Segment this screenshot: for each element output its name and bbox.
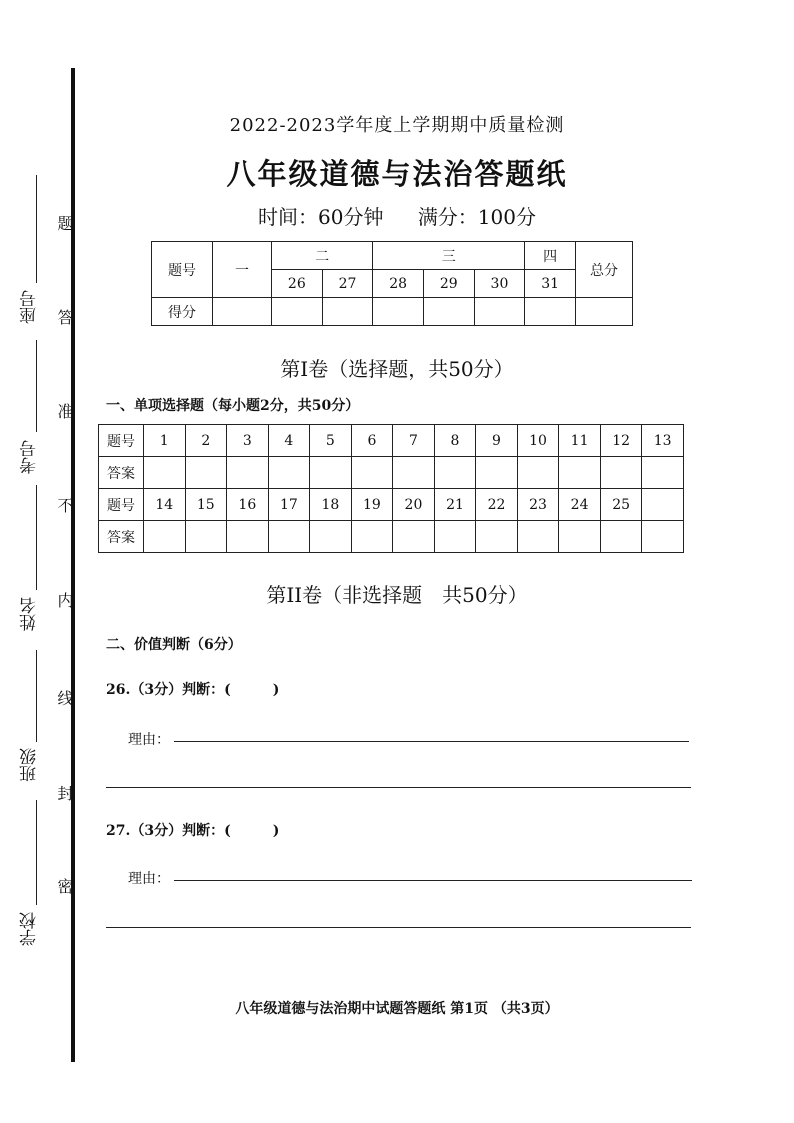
mc-answer-cell[interactable] — [393, 457, 435, 489]
score-table — [151, 241, 633, 326]
seal-char: 线 — [55, 690, 74, 706]
question-27-reason-line[interactable] — [174, 880, 692, 881]
mc-answer-cell[interactable] — [268, 521, 310, 553]
exam-full-score: 满分：100分 — [417, 205, 536, 229]
mc-question-number: 8 — [434, 425, 476, 457]
mc-answer-cell[interactable] — [517, 521, 559, 553]
section-four-header: 四 — [525, 242, 576, 270]
mc-question-number: 9 — [476, 425, 518, 457]
mc-question-number: 7 — [393, 425, 435, 457]
score-cell[interactable] — [272, 298, 323, 326]
mc-answer-cell[interactable] — [227, 521, 269, 553]
exam-period-title: 2022-2023学年度上学期期中质量检测 — [229, 115, 565, 136]
mc-question-number: 20 — [393, 489, 435, 521]
mc-answer-cell[interactable] — [434, 521, 476, 553]
mc-answer-cell[interactable] — [393, 521, 435, 553]
exam-time: 时间：60分钟 — [258, 205, 384, 229]
mc-question-number — [642, 489, 684, 521]
mc-question-number: 14 — [144, 489, 186, 521]
score-row-label: 题号 — [152, 242, 213, 298]
question-number: 28 — [373, 270, 424, 298]
question-27-reason-line[interactable] — [106, 927, 691, 928]
mc-answer-cell[interactable] — [559, 521, 601, 553]
mc-question-number: 6 — [351, 425, 393, 457]
score-cell[interactable] — [474, 298, 525, 326]
mc-answer-cell[interactable] — [144, 521, 186, 553]
mc-question-number: 1 — [144, 425, 186, 457]
score-cell[interactable] — [373, 298, 424, 326]
mc-question-number: 21 — [434, 489, 476, 521]
field-class-label: 班级 — [20, 748, 40, 782]
mc-question-number: 3 — [227, 425, 269, 457]
field-class-blank[interactable] — [36, 650, 37, 742]
mc-question-number: 18 — [310, 489, 352, 521]
mc-answer-cell[interactable] — [434, 457, 476, 489]
section-two-header: 二 — [272, 242, 373, 270]
total-header: 总分 — [576, 242, 633, 298]
mc-question-number: 17 — [268, 489, 310, 521]
seal-char: 答 — [55, 309, 74, 325]
part2-subtitle: 二、价值判断（6分） — [106, 637, 242, 653]
question-26-reason-line[interactable] — [174, 741, 689, 742]
mc-question-number: 16 — [227, 489, 269, 521]
mc-answer-cell[interactable] — [476, 521, 518, 553]
mc-question-number: 23 — [517, 489, 559, 521]
mc-row-label: 题号 — [99, 425, 144, 457]
mc-answer-cell[interactable] — [227, 457, 269, 489]
mc-question-number: 5 — [310, 425, 352, 457]
mc-answer-cell[interactable] — [310, 457, 352, 489]
mc-question-number: 11 — [559, 425, 601, 457]
question-number: 31 — [525, 270, 576, 298]
field-name-label: 姓名 — [20, 597, 40, 631]
mc-answer-cell[interactable] — [268, 457, 310, 489]
mc-answer-cell[interactable] — [476, 457, 518, 489]
mc-row-label: 题号 — [99, 489, 144, 521]
mc-answer-cell[interactable] — [144, 457, 186, 489]
seal-char: 不 — [55, 497, 74, 513]
question-26-reason-line[interactable] — [106, 787, 691, 788]
mc-question-number: 4 — [268, 425, 310, 457]
seal-char: 题 — [55, 215, 74, 231]
field-name-blank[interactable] — [36, 485, 37, 590]
mc-answer-cell[interactable] — [351, 457, 393, 489]
field-seat-number-label: 座号 — [20, 290, 40, 324]
mc-question-number: 22 — [476, 489, 518, 521]
question-number: 29 — [423, 270, 474, 298]
mc-question-number: 24 — [559, 489, 601, 521]
section-one-header: 一 — [213, 242, 272, 298]
score-cell[interactable] — [525, 298, 576, 326]
field-school-blank[interactable] — [36, 800, 37, 905]
score-cell[interactable] — [322, 298, 373, 326]
field-exam-number-label: 考号 — [20, 440, 40, 474]
mc-question-number: 13 — [642, 425, 684, 457]
page-footer: 八年级道德与法治期中试题答题纸 第1页 （共3页） — [235, 1001, 559, 1017]
part2-title: 第II卷（非选择题 共50分） — [266, 583, 528, 607]
mc-answer-label: 答案 — [99, 457, 144, 489]
multiple-choice-table — [98, 424, 684, 553]
part1-title: 第I卷（选择题，共50分） — [280, 357, 514, 381]
seal-char: 准 — [55, 403, 74, 419]
score-cell[interactable] — [423, 298, 474, 326]
mc-question-number: 19 — [351, 489, 393, 521]
mc-question-number: 2 — [185, 425, 227, 457]
seal-char: 封 — [55, 785, 74, 801]
question-27-prompt: 27.（3分）判断：( ) — [106, 823, 280, 839]
mc-question-number: 12 — [600, 425, 642, 457]
mc-question-number: 10 — [517, 425, 559, 457]
score-cell[interactable] — [213, 298, 272, 326]
mc-answer-cell[interactable] — [559, 457, 601, 489]
mc-answer-cell[interactable] — [185, 457, 227, 489]
question-27-reason-label: 理由： — [128, 871, 170, 887]
question-number: 27 — [322, 270, 373, 298]
seal-char: 密 — [55, 878, 74, 894]
mc-answer-cell[interactable] — [642, 521, 684, 553]
mc-answer-cell[interactable] — [600, 457, 642, 489]
score-label: 得分 — [152, 298, 213, 326]
mc-answer-cell[interactable] — [642, 457, 684, 489]
mc-answer-cell[interactable] — [185, 521, 227, 553]
mc-question-number: 25 — [600, 489, 642, 521]
score-cell[interactable] — [576, 298, 633, 326]
question-number: 26 — [272, 270, 323, 298]
page-title: 八年级道德与法治答题纸 — [226, 157, 568, 191]
exam-info — [0, 201, 794, 230]
mc-answer-cell[interactable] — [351, 521, 393, 553]
field-school-label: 学校 — [20, 912, 40, 946]
question-26-reason-label: 理由： — [128, 732, 170, 748]
mc-answer-cell[interactable] — [600, 521, 642, 553]
section-three-header: 三 — [373, 242, 525, 270]
part1-subtitle: 一、单项选择题（每小题2分，共50分） — [106, 398, 360, 414]
mc-answer-cell[interactable] — [517, 457, 559, 489]
mc-question-number: 15 — [185, 489, 227, 521]
question-number: 30 — [474, 270, 525, 298]
mc-answer-cell[interactable] — [310, 521, 352, 553]
question-26-prompt: 26.（3分）判断：( ) — [106, 682, 280, 698]
seal-char: 内 — [55, 592, 74, 608]
mc-answer-label: 答案 — [99, 521, 144, 553]
